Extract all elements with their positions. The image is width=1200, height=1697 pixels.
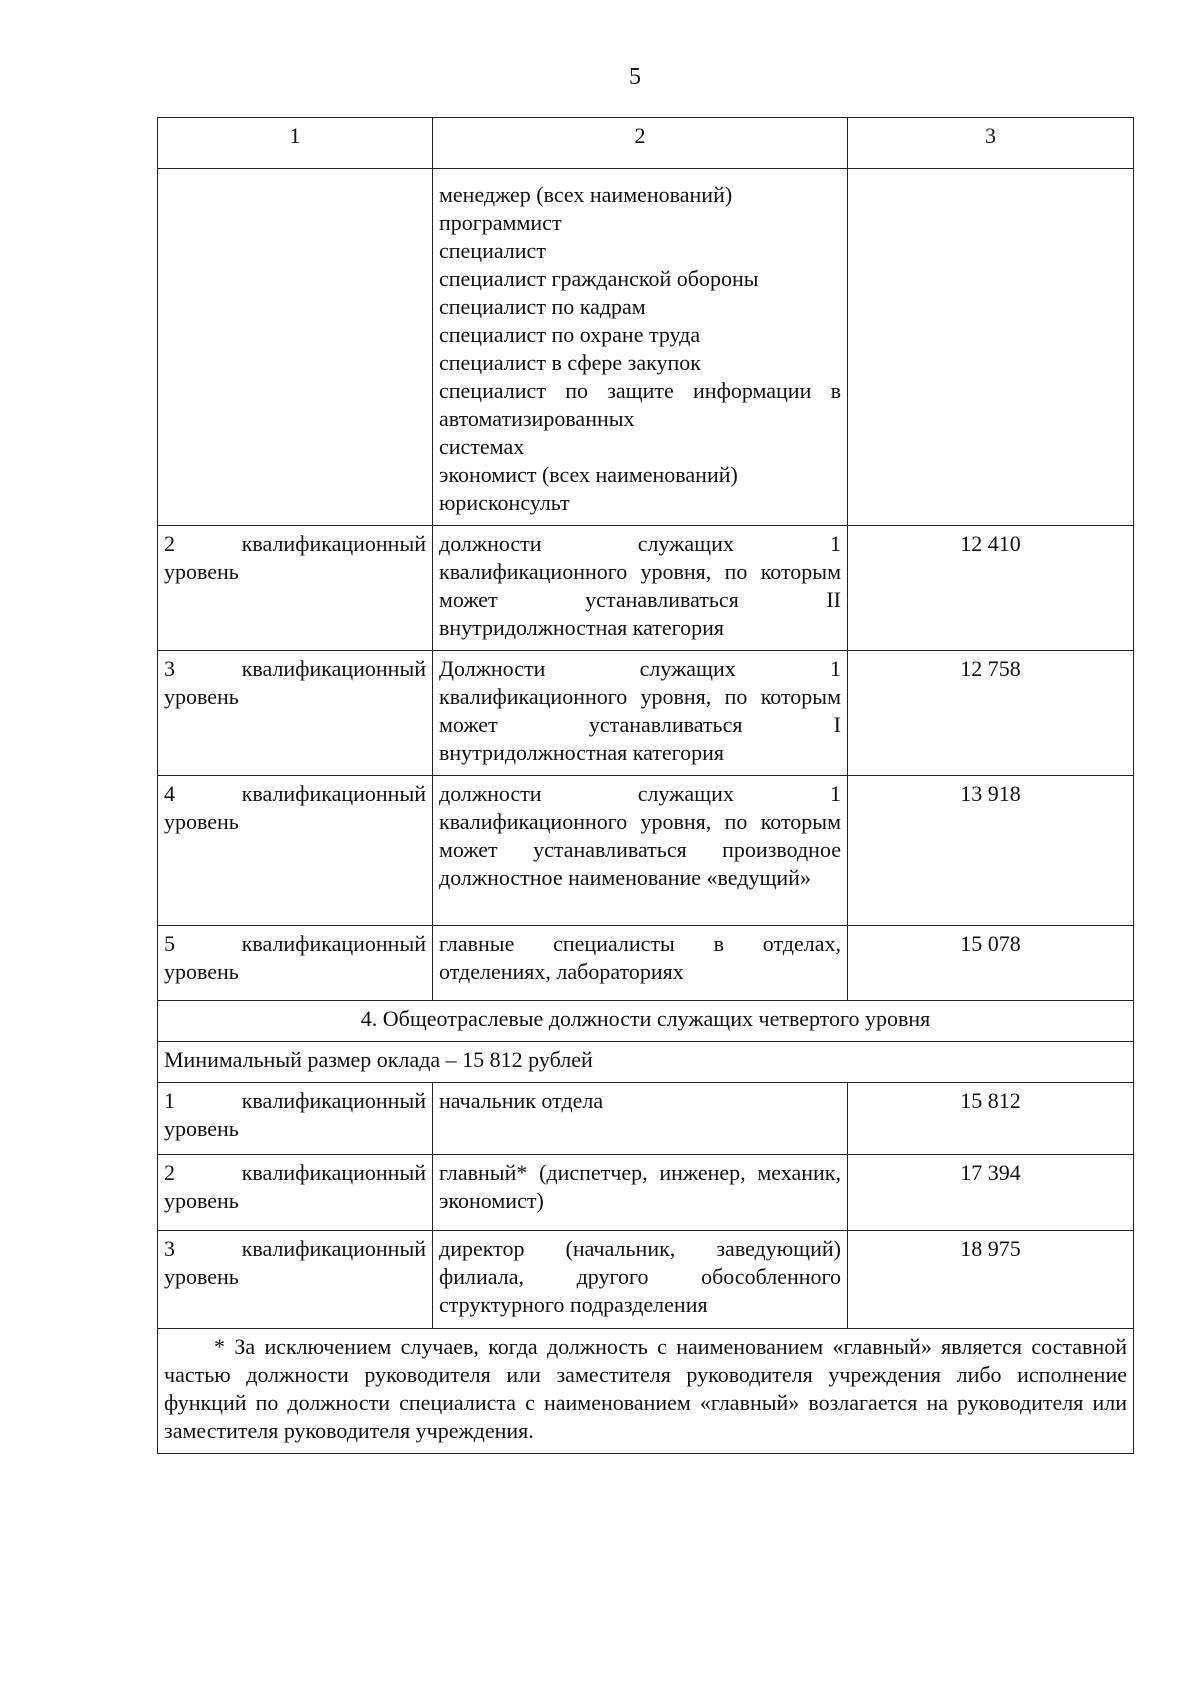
table-row: [158, 776, 1134, 926]
positions-cell: главные специалисты в отделах, отделениях, лабораториях: [433, 926, 848, 1001]
position-item: системах: [439, 434, 525, 459]
position-item: специалист: [439, 238, 546, 263]
section-title: 4. Общеотраслевые должности служащих четвертого уровня: [158, 1001, 1134, 1042]
table-row: [158, 926, 1134, 1001]
level-cell: 4 квалификационный уровень: [158, 776, 433, 926]
position-item: специалист гражданской обороны: [439, 266, 759, 291]
salary-cell: [848, 169, 1134, 526]
positions-cell: Должности служащих 1 квалификационного уровня, по которым может устанавливаться I внутридолжностная категория: [433, 651, 848, 776]
column-header-1: 1: [158, 118, 433, 169]
level-cell: 2 квалификационный уровень: [158, 1155, 433, 1231]
salary-cell: 15 078: [848, 926, 1134, 1001]
table-row: [158, 526, 1134, 651]
positions-cell: [433, 169, 848, 526]
salary-cell: 18 975: [848, 1231, 1134, 1329]
level-cell: [158, 169, 433, 526]
level-cell: 2 квалификационный уровень: [158, 526, 433, 651]
position-item: специалист по охране труда: [439, 322, 701, 347]
level-cell: 1 квалификационный уровень: [158, 1083, 433, 1155]
table-row: [158, 1155, 1134, 1231]
salary-table: [157, 117, 1134, 1454]
continuation-row: [158, 169, 1134, 526]
footnote: * За исключением случаев, когда должность с наименованием «главный» является составной частью должности руководителя или заместителя руководителя учреждения либо исполнение функций по должности специалиста с наименованием «главный» возлагается на руководителя или заместителя руководителя учреждения.: [158, 1329, 1134, 1454]
position-item: программист: [439, 210, 562, 235]
positions-cell: должности служащих 1 квалификационного уровня, по которым может устанавливаться II внутридолжностная категория: [433, 526, 848, 651]
table-row: [158, 1231, 1134, 1329]
level-cell: 3 квалификационный уровень: [158, 651, 433, 776]
level-cell: 3 квалификационный уровень: [158, 1231, 433, 1329]
positions-cell: должности служащих 1 квалификационного уровня, по которым может устанавливаться производное должностное наименование «ведущий»: [433, 776, 848, 926]
table-row: [158, 651, 1134, 776]
table-row: [158, 1083, 1134, 1155]
min-salary-row: [158, 1042, 1134, 1083]
position-item: специалист по защите информации в автоматизированных: [439, 378, 841, 431]
level-cell: 5 квалификационный уровень: [158, 926, 433, 1001]
position-item: специалист по кадрам: [439, 294, 646, 319]
positions-cell: главный* (диспетчер, инженер, механик, экономист): [433, 1155, 848, 1231]
column-header-3: 3: [848, 118, 1134, 169]
footnote-row: [158, 1329, 1134, 1454]
min-salary-text: Минимальный размер оклада – 15 812 рублей: [158, 1042, 1134, 1083]
position-item: экономист (всех наименований): [439, 462, 738, 487]
page-number: 5: [629, 64, 641, 90]
salary-cell: 15 812: [848, 1083, 1134, 1155]
section-title-row: [158, 1001, 1134, 1042]
salary-cell: 12 758: [848, 651, 1134, 776]
positions-cell: начальник отдела: [433, 1083, 848, 1155]
salary-cell: 17 394: [848, 1155, 1134, 1231]
position-item: юрисконсульт: [439, 490, 570, 515]
salary-cell: 12 410: [848, 526, 1134, 651]
position-item: специалист в сфере закупок: [439, 350, 701, 375]
position-item: менеджер (всех наименований): [439, 182, 733, 207]
positions-cell: директор (начальник, заведующий) филиала, другого обособленного структурного подразделения: [433, 1231, 848, 1329]
table-header-row: [158, 118, 1134, 169]
column-header-2: 2: [433, 118, 848, 169]
salary-cell: 13 918: [848, 776, 1134, 926]
